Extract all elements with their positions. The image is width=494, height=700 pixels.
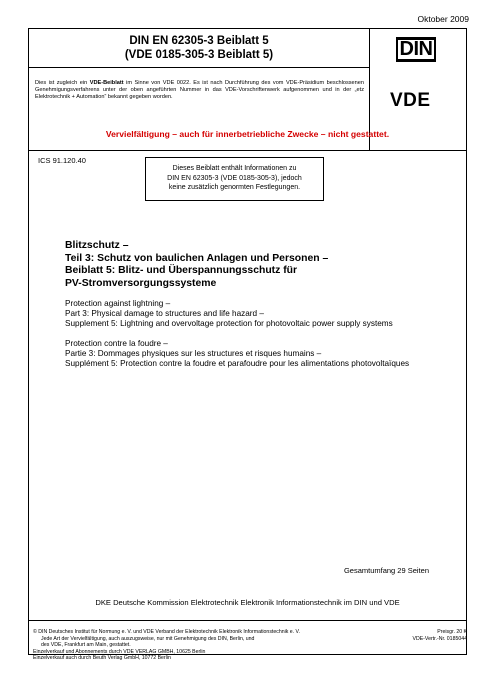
title-line: Supplément 5: Protection contre la foudre et parafoudre pour les alimentations photovoltaïques: [65, 359, 410, 369]
french-title: [65, 339, 409, 370]
dke-commission: DKE Deutsche Kommission Elektrotechnik Elektronik Informationstechnik im DIN und VDE: [95, 598, 400, 607]
vde-order-number: VDE-Vertr.-Nr. 0185044: [412, 635, 467, 642]
distribution-line: Einzelverkauf und Abonnements durch VDE VERLAG GMBH, 10625 Berlin: [33, 648, 206, 655]
document-number-box: [29, 29, 370, 68]
vde-note-post: im Sinne von VDE 0022. Es ist nach Durchführung des vom VDE-Präsidium beschlossenen Genehmigungsverfahrens unter der oben angeführten Nummer in das VDE-Vorschriftenwerk aufgenommen und in der „etz Elektrotechnik + Automation“ bekannt gegeben worden.: [35, 80, 364, 101]
english-title: [65, 299, 393, 330]
price-block: [413, 629, 468, 642]
title-line: Beiblatt 5: Blitz- und Überspannungsschutz für: [65, 265, 298, 276]
copyright-line: des VDE, Frankfurt am Main, gestattet.: [41, 642, 131, 649]
copyright-line: © DIN Deutsches Institut für Normung e. V. und VDE Verband der Elektrotechnik Elektronik Informationstechnik e. V.: [33, 629, 300, 635]
title-line: Partie 3: Dommages physiques sur les structures et risques humains –: [65, 349, 322, 359]
copyright-block: [33, 629, 373, 662]
title-line: Protection against lightning –: [65, 299, 171, 308]
vde-note-bold: VDE-Beiblatt: [89, 80, 124, 86]
dke-divider: [28, 620, 467, 621]
german-title: [65, 240, 328, 290]
din-logo: DIN: [396, 37, 436, 62]
title-line: Blitzschutz –: [65, 240, 129, 251]
ics-code: ICS 91.120.40: [38, 156, 86, 165]
header-divider: [29, 150, 466, 151]
total-pages: Gesamtumfang 29 Seiten: [343, 566, 429, 575]
distribution-line: Einzelverkauf auch durch Beuth Verlag GmbH, 10772 Berlin: [33, 655, 171, 662]
vde-note-pre: Dies ist zugleich ein: [35, 80, 90, 86]
issue-date: Oktober 2009: [417, 14, 469, 24]
copyright-line: Jede Art der Vervielfältigung, auch auszugsweise, nur mit Genehmigung des DIN, Berlin, und: [41, 635, 255, 642]
copy-warning: Vervielfältigung – auch für innerbetriebliche Zwecke – nicht gestattet.: [105, 129, 390, 139]
info-box-line: Dieses Beiblatt enthält Informationen zu: [172, 165, 297, 172]
title-line: Teil 3: Schutz von baulichen Anlagen und Personen –: [65, 252, 329, 264]
vde-classification-number: (VDE 0185-305-3 Beiblatt 5): [124, 49, 274, 61]
info-box-line: keine zusätzlich genormten Festlegungen.: [168, 184, 301, 191]
vde-logo: VDE: [390, 90, 431, 111]
document-number: DIN EN 62305-3 Beiblatt 5: [129, 35, 269, 47]
title-line: PV-Stromversorgungssysteme: [65, 277, 217, 289]
info-box-line: DIN EN 62305-3 (VDE 0185-305-3), jedoch: [167, 174, 302, 182]
title-line: Part 3: Physical damage to structures and life hazard –: [65, 309, 264, 319]
title-line: Supplement 5: Lightning and overvoltage protection for photovoltaic power supply systems: [65, 319, 393, 329]
title-line: Protection contre la foudre –: [65, 339, 168, 348]
info-box: [145, 157, 324, 201]
price-group: Preisgr. 20 K: [437, 629, 467, 635]
